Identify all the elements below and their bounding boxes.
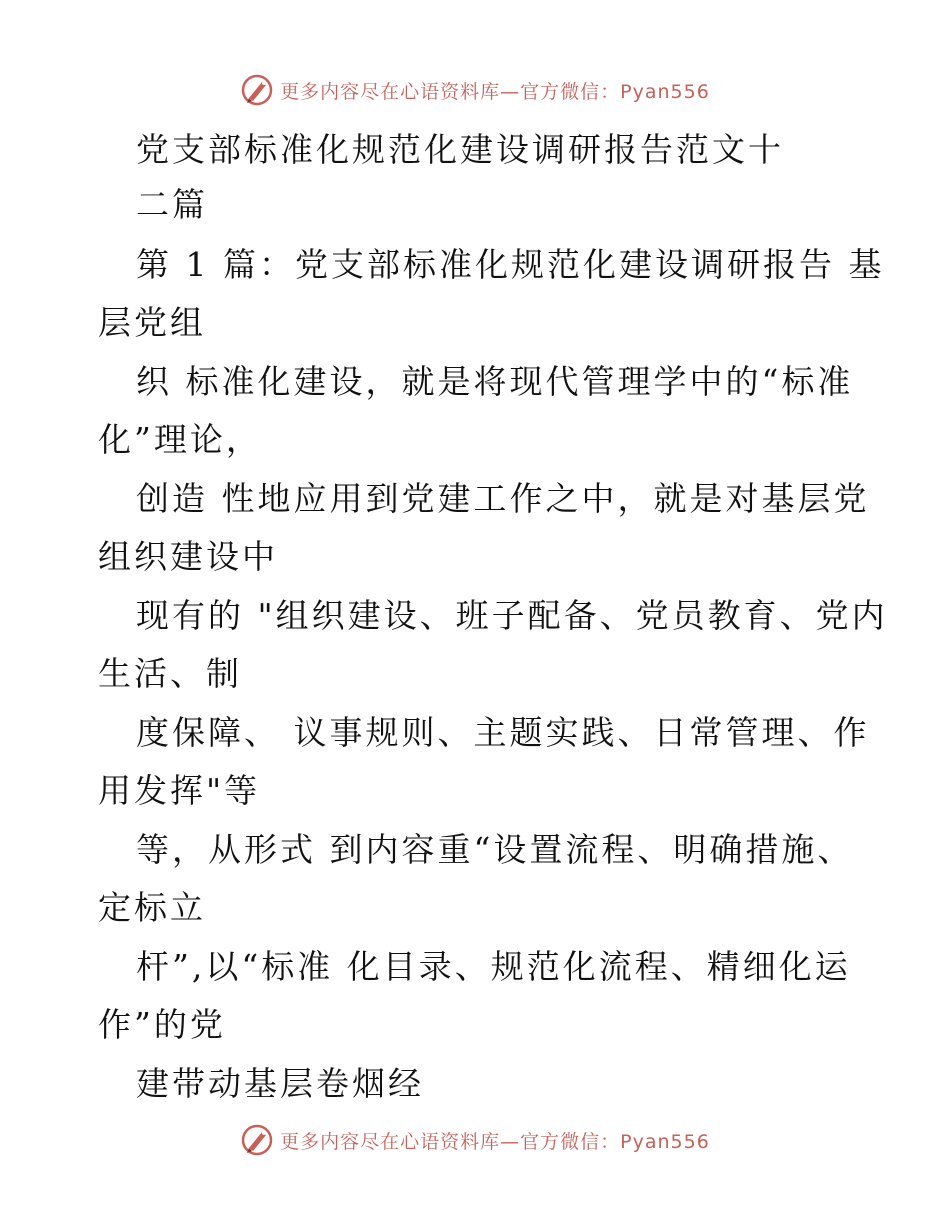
pen-logo-icon [240,1123,274,1157]
text-line: 创造 性地应用到党建工作之中，就是对基层党 [136,479,870,518]
text-line: 用发挥"等 [98,771,261,810]
text-line: 作”的党 [98,1005,226,1044]
footer-banner-text: 更多内容尽在心语资料库—官方微信：Pyan556 [280,1130,710,1153]
pen-logo-icon [240,73,274,107]
text-line: 第 1 篇：党支部标准化规范化建设调研报告 基 [136,245,885,284]
text-line: 织 标准化建设，就是将现代管理学中的“标准 [136,362,854,401]
header-banner-text: 更多内容尽在心语资料库—官方微信：Pyan556 [280,80,710,103]
text-line: 等，从形式 到内容重“设置流程、明确措施、 [136,830,854,869]
text-line: 层党组 [98,303,206,342]
title-line-2: 二篇 [136,185,208,224]
text-line: 生活、制 [98,654,242,693]
text-line: 化”理论， [98,420,262,459]
text-line: 定标立 [98,888,206,927]
footer-banner [0,1120,950,1160]
text-line: 度保障、 议事规则、主题实践、日常管理、作 [136,713,870,752]
text-line: 组织建设中 [98,537,278,576]
header-banner [0,70,950,110]
text-line: 现有的 "组织建设、班子配备、党员教育、党内 [136,596,888,635]
text-line: 杆”,以“标准 化目录、规范化流程、精细化运 [136,947,851,986]
title-line-1: 党支部标准化规范化建设调研报告范文十 [136,130,784,169]
text-line: 建带动基层卷烟经 [136,1064,424,1103]
